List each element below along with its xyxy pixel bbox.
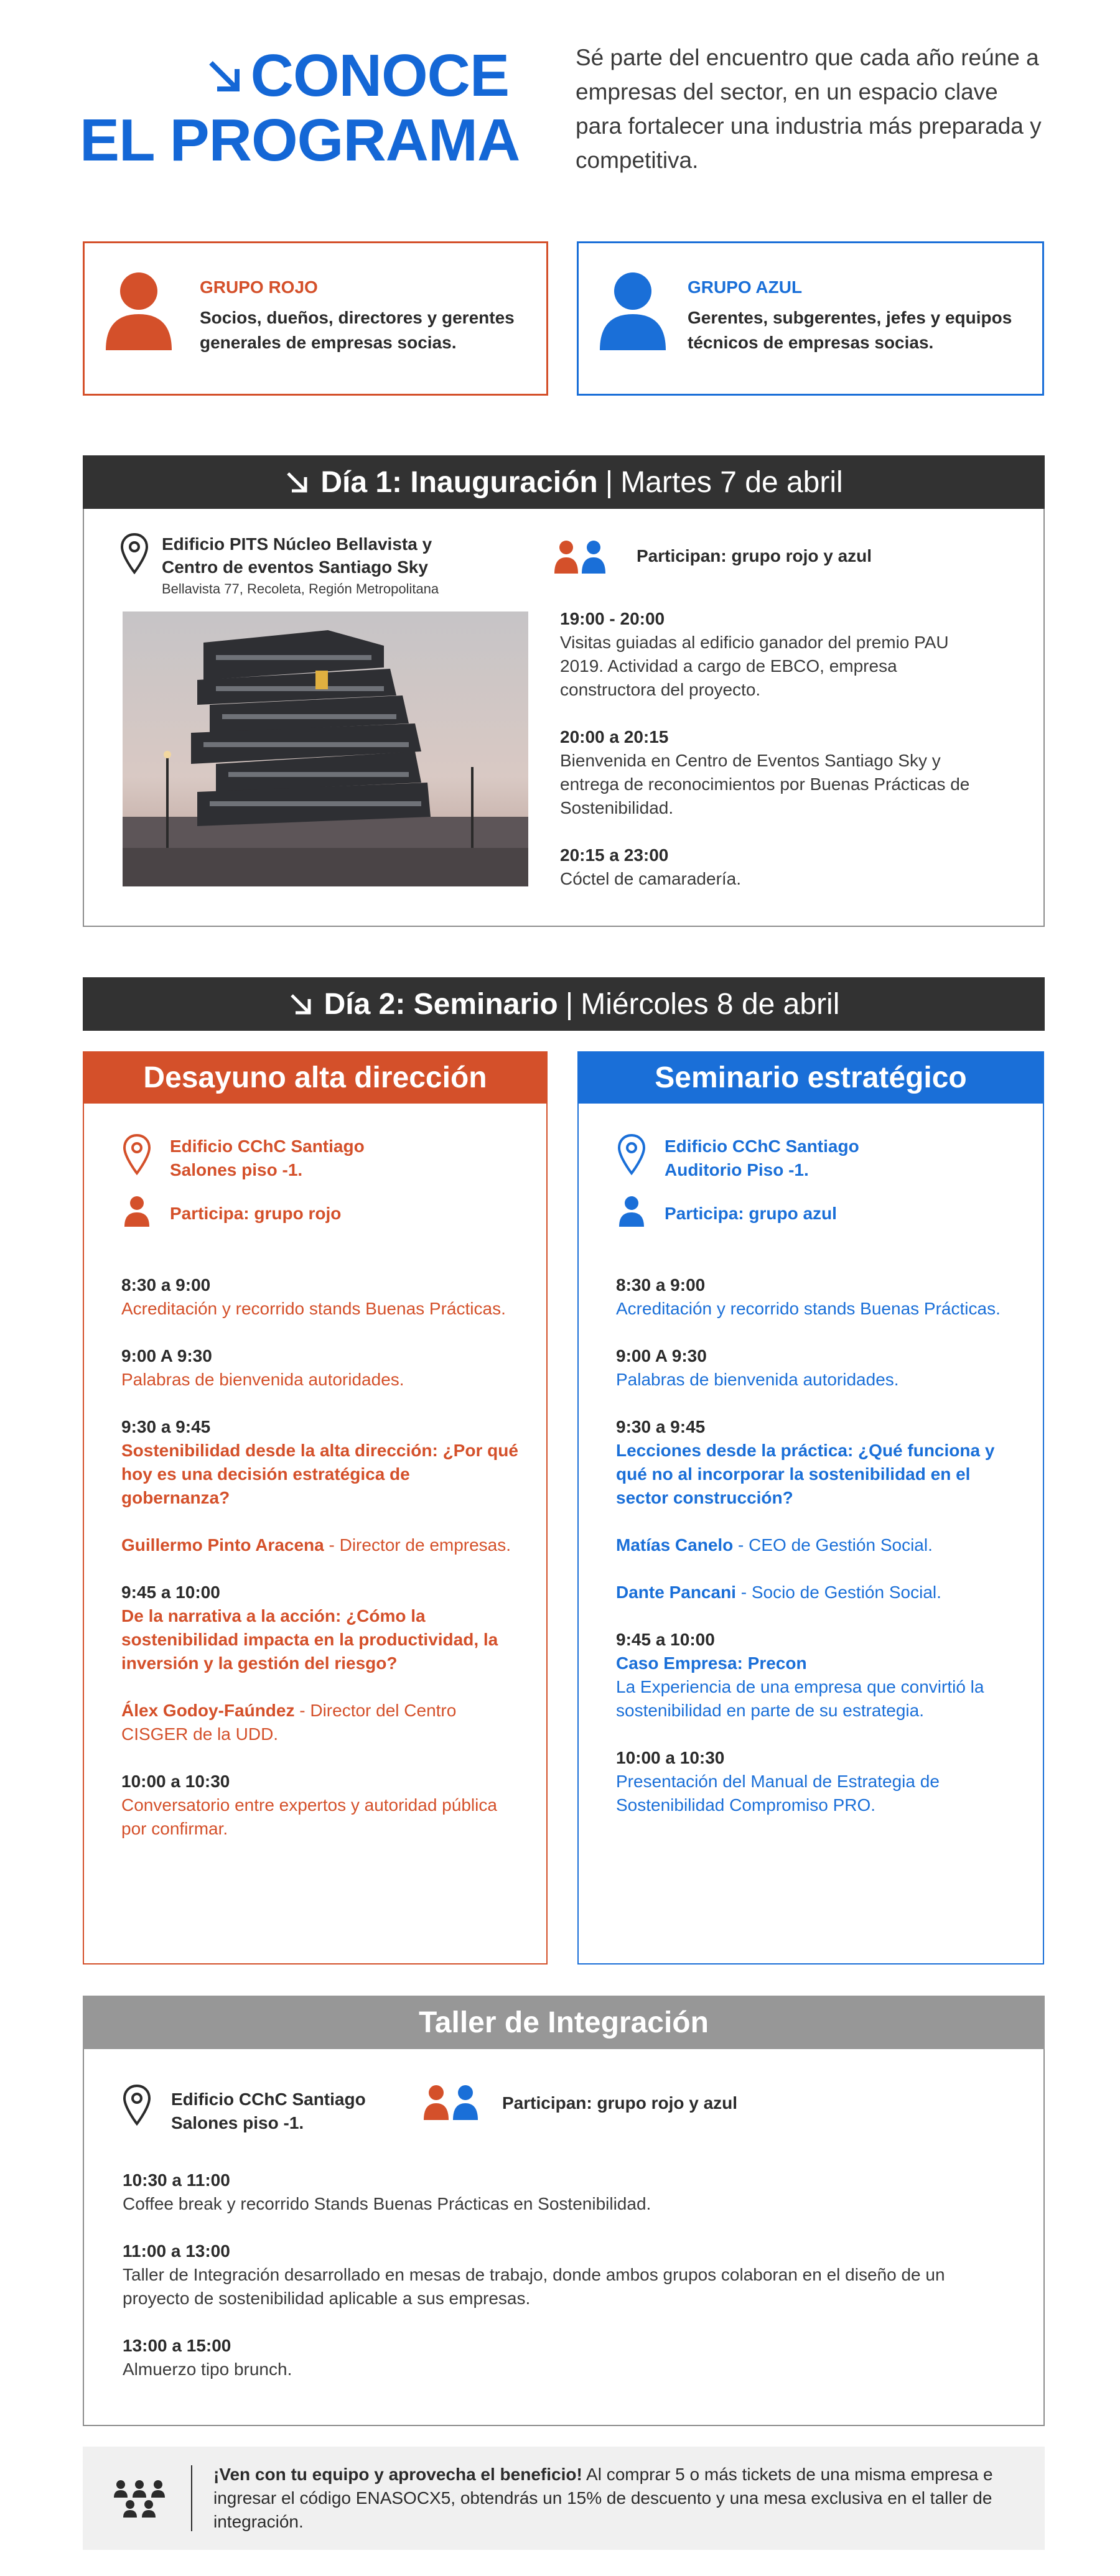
group-title: GRUPO ROJO <box>200 277 318 297</box>
group-icon <box>554 539 610 577</box>
person-icon <box>618 1196 645 1230</box>
location-pin-icon <box>123 1133 151 1179</box>
schedule-time: 8:30 a 9:00 <box>616 1275 706 1295</box>
breakfast-schedule <box>121 1273 520 1864</box>
participants-label: Participa: grupo azul <box>665 1204 837 1223</box>
schedule-description: Bienvenida en Centro de Eventos Santiago Sky y entrega de reconocimientos por Buenas Prácticas de Sostenibilidad. <box>560 751 970 817</box>
location-pin-icon <box>617 1133 646 1179</box>
day1-card <box>83 509 1045 927</box>
schedule-description: Presentación del Manual de Estrategia de Sostenibilidad Compromiso PRO. <box>616 1772 940 1815</box>
group-title: GRUPO AZUL <box>688 277 803 297</box>
schedule-item <box>616 1415 1014 1510</box>
speaker-name: Matías Canelo <box>616 1535 734 1555</box>
schedule-time: 10:30 a 11:00 <box>123 2170 230 2190</box>
schedule-time: 11:00 a 13:00 <box>123 2241 230 2261</box>
schedule-time: 9:45 a 10:00 <box>121 1583 220 1602</box>
schedule-description: Coffee break y recorrido Stands Buenas Prácticas en Sostenibilidad. <box>123 2194 651 2213</box>
building-photo <box>123 611 528 886</box>
venue-name-line1: Edificio PITS Núcleo Bellavista y <box>162 534 432 554</box>
day1-title: Día 1: Inauguración <box>320 465 598 499</box>
seminar-column <box>577 1051 1044 1965</box>
venue-name-line1: Edificio CChC Santiago <box>170 1137 365 1156</box>
speaker-role: - Director del Centro CISGER de la UDD. <box>121 1701 457 1744</box>
schedule-description: Palabras de bienvenida autoridades. <box>616 1370 899 1389</box>
day1-separator: | <box>605 465 614 499</box>
venue-name-line2: Salones piso -1. <box>171 2113 304 2132</box>
venue-block <box>171 2088 366 2135</box>
workshop-card <box>83 1996 1045 2426</box>
speaker-role: - CEO de Gestión Social. <box>733 1535 933 1555</box>
day2-bar <box>83 977 1045 1031</box>
schedule-description: La Experiencia de una empresa que convirtió la sostenibilidad en parte de su estrategia. <box>616 1677 984 1720</box>
seminar-schedule <box>616 1273 1014 1841</box>
speaker <box>121 1699 520 1746</box>
workshop-schedule <box>123 2169 1006 2405</box>
schedule-item <box>560 844 996 891</box>
speaker <box>616 1533 1014 1557</box>
speaker-role: - Director de empresas. <box>324 1535 511 1555</box>
arrow-down-right-icon <box>288 992 313 1016</box>
venue-name-line2: Salones piso -1. <box>170 1160 303 1179</box>
schedule-time: 20:00 a 20:15 <box>560 727 669 746</box>
schedule-item <box>123 2334 1006 2381</box>
location-pin-icon <box>120 532 149 578</box>
venue-address: Bellavista 77, Recoleta, Región Metropolitana <box>162 581 439 597</box>
venue-block <box>162 532 510 597</box>
schedule-description: Visitas guiadas al edificio ganador del premio PAU 2019. Actividad a cargo de EBCO, empresa constructora del proyecto. <box>560 633 949 699</box>
day2-separator: | <box>565 987 574 1021</box>
group-icon <box>113 2479 166 2522</box>
participants-label: Participa: grupo rojo <box>170 1204 342 1223</box>
schedule-time: 9:30 a 9:45 <box>616 1417 706 1436</box>
venue-block <box>665 1135 859 1182</box>
promo-highlight: ¡Ven con tu equipo y aprovecha el beneficio! <box>213 2465 582 2484</box>
divider <box>191 2465 192 2531</box>
speaker-role: - Socio de Gestión Social. <box>735 1583 941 1602</box>
venue-block <box>170 1135 365 1182</box>
schedule-time: 9:45 a 10:00 <box>616 1630 715 1649</box>
group-red-card <box>83 241 548 396</box>
schedule-item <box>121 1415 520 1510</box>
speaker <box>121 1533 520 1557</box>
schedule-item <box>121 1581 520 1675</box>
speaker-name: Guillermo Pinto Aracena <box>121 1535 324 1555</box>
workshop-heading: Taller de Integración <box>83 1996 1045 2049</box>
schedule-description: Cóctel de camaradería. <box>560 869 742 888</box>
promo-banner <box>83 2447 1045 2550</box>
page-title <box>80 42 520 174</box>
speaker-name: Dante Pancani <box>616 1583 736 1602</box>
promo-body: Al comprar 5 o más tickets de una misma empresa e ingresar el código ENASOCX5, obtendrás un 15% de descuento y una mesa exclusiva en el taller de integración. <box>213 2465 993 2531</box>
schedule-description: Almuerzo tipo brunch. <box>123 2360 292 2379</box>
location-pin-icon <box>123 2084 151 2129</box>
title-line-1: CONOCE <box>250 42 509 109</box>
group-description: Gerentes, subgerentes, jefes y equipos técnicos de empresas socias. <box>688 308 1012 352</box>
column-heading: Seminario estratégico <box>577 1051 1044 1104</box>
schedule-time: 10:00 a 10:30 <box>121 1772 230 1791</box>
schedule-item <box>560 607 996 702</box>
day1-schedule <box>560 607 996 914</box>
schedule-time: 9:30 a 9:45 <box>121 1417 211 1436</box>
group-icon <box>423 2084 483 2123</box>
schedule-item <box>121 1770 520 1841</box>
schedule-time: 8:30 a 9:00 <box>121 1275 211 1295</box>
schedule-description: Taller de Integración desarrollado en mesas de trabajo, donde ambos grupos colaboran en el diseño de un proyecto de sostenibilidad aplicable a sus empresas. <box>123 2265 945 2308</box>
schedule-item <box>616 1746 1014 1817</box>
venue-name-line2: Centro de eventos Santiago Sky <box>162 557 428 577</box>
day1-date: Martes 7 de abril <box>620 465 843 499</box>
schedule-time: 9:00 A 9:30 <box>616 1346 707 1365</box>
venue-name-line2: Auditorio Piso -1. <box>665 1160 809 1179</box>
schedule-item <box>616 1273 1014 1321</box>
column-heading: Desayuno alta dirección <box>83 1051 548 1104</box>
participants-label: Participan: grupo rojo y azul <box>502 2093 738 2113</box>
schedule-item <box>560 725 996 820</box>
promo-text <box>213 2463 1022 2534</box>
participants-label: Participan: grupo rojo y azul <box>637 546 872 565</box>
schedule-item <box>123 2169 1006 2216</box>
arrow-down-right-icon <box>284 470 309 495</box>
schedule-description: Acreditación y recorrido stands Buenas Prácticas. <box>616 1299 1001 1318</box>
person-icon <box>599 269 667 353</box>
schedule-description: Palabras de bienvenida autoridades. <box>121 1370 404 1389</box>
schedule-item <box>616 1344 1014 1392</box>
speaker-name: Álex Godoy-Faúndez <box>121 1701 295 1720</box>
schedule-description: Acreditación y recorrido stands Buenas Prácticas. <box>121 1299 506 1318</box>
schedule-item <box>123 2239 1006 2310</box>
intro-description: Sé parte del encuentro que cada año reúne a empresas del sector, en un espacio clave para fortalecer una industria más preparada y competitiva. <box>576 45 1042 173</box>
talk-title: Caso Empresa: Precon <box>616 1653 807 1673</box>
schedule-item <box>121 1273 520 1321</box>
talk-title: De la narrativa a la acción: ¿Cómo la sostenibilidad impacta en la productividad, la inversión y la gestión del riesgo? <box>121 1606 498 1673</box>
schedule-time: 19:00 - 20:00 <box>560 609 665 628</box>
schedule-time: 13:00 a 15:00 <box>123 2336 231 2355</box>
schedule-description: Conversatorio entre expertos y autoridad pública por confirmar. <box>121 1795 497 1838</box>
talk-title: Sostenibilidad desde la alta dirección: ¿Por qué hoy es una decisión estratégica de gobernanza? <box>121 1441 518 1507</box>
schedule-time: 9:00 A 9:30 <box>121 1346 212 1365</box>
schedule-time: 20:15 a 23:00 <box>560 845 669 865</box>
breakfast-column <box>83 1051 548 1965</box>
schedule-item <box>121 1344 520 1392</box>
venue-name-line1: Edificio CChC Santiago <box>665 1137 859 1156</box>
schedule-item <box>616 1628 1014 1723</box>
arrow-down-right-icon <box>206 42 242 106</box>
day1-bar <box>83 455 1045 509</box>
talk-title: Lecciones desde la práctica: ¿Qué funciona y qué no al incorporar la sostenibilidad en el sector construcción? <box>616 1441 995 1507</box>
day2-date: Miércoles 8 de abril <box>581 987 840 1021</box>
person-icon <box>105 269 173 353</box>
person-icon <box>124 1196 150 1230</box>
group-blue-card <box>577 241 1044 396</box>
title-line-2: EL PROGRAMA <box>80 107 520 174</box>
day2-title: Día 2: Seminario <box>324 987 558 1021</box>
venue-name-line1: Edificio CChC Santiago <box>171 2090 366 2109</box>
group-description: Socios, dueños, directores y gerentes generales de empresas socias. <box>200 308 515 352</box>
speaker <box>616 1581 1014 1604</box>
schedule-time: 10:00 a 10:30 <box>616 1748 725 1767</box>
